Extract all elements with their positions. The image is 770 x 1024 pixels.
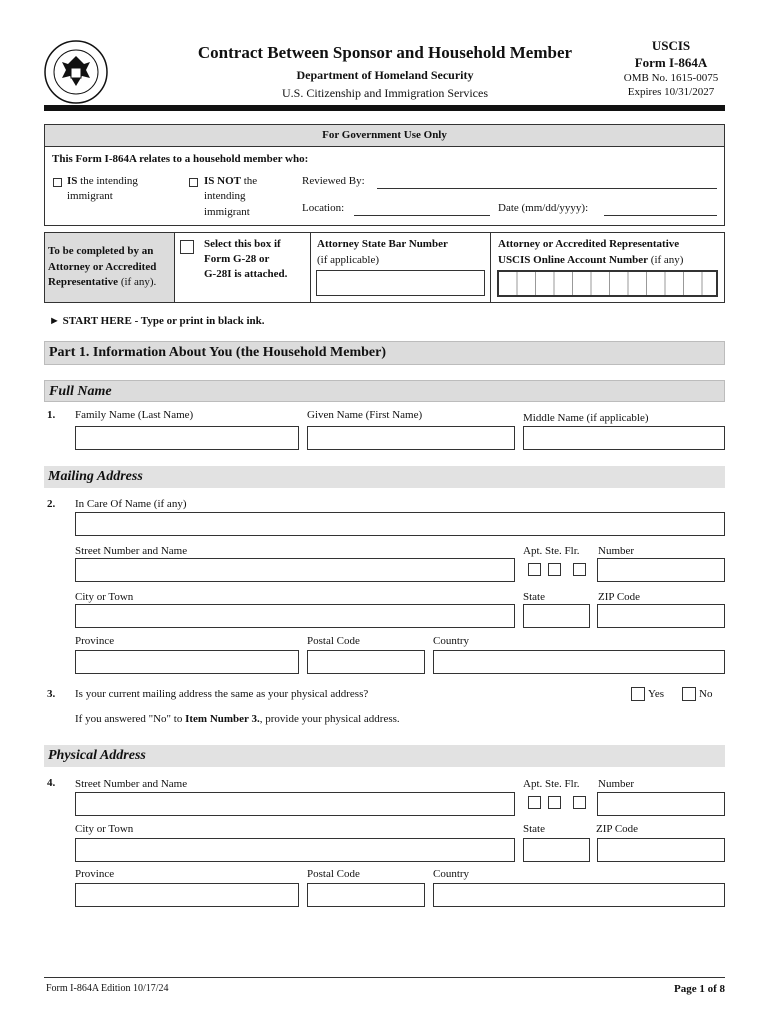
page-number: Page 1 of 8 <box>673 983 725 995</box>
rep-bold: Representative <box>48 276 119 288</box>
if-no-bold: Item Number 3. <box>185 713 260 725</box>
form-title: Contract Between Sponsor and Household Member <box>197 43 573 62</box>
given-name-label: Given Name (First Name) <box>307 409 423 421</box>
attorney-divider-1 <box>310 233 311 302</box>
online-account-input[interactable] <box>497 270 718 297</box>
phys-postal-label: Postal Code <box>307 868 360 880</box>
is-not-intending-label <box>204 175 257 187</box>
header-rule <box>44 105 725 111</box>
date-line[interactable] <box>604 215 717 216</box>
phys-country-input[interactable] <box>433 883 725 907</box>
online-bold: USCIS Online Account Number <box>498 254 649 266</box>
is-not-intending-label-2: intending <box>204 190 246 202</box>
phys-country-label: Country <box>433 868 470 880</box>
omb-number: OMB No. 1615-0075 <box>623 72 719 84</box>
phys-state-label: State <box>523 823 545 835</box>
is-intending-label <box>67 175 138 187</box>
same-address-no-checkbox[interactable] <box>682 687 696 701</box>
mail-apt-label: Apt. Ste. Flr. <box>523 545 580 557</box>
g28-checkbox[interactable] <box>180 240 194 254</box>
form-edition: Form I-864A Edition 10/17/24 <box>46 983 169 994</box>
mail-state-select[interactable] <box>523 604 590 628</box>
mail-street-input[interactable] <box>75 558 515 582</box>
phys-apt-label: Apt. Ste. Flr. <box>523 778 580 790</box>
physical-address-heading: Physical Address <box>44 745 725 767</box>
mail-province-input[interactable] <box>75 650 299 674</box>
phys-state-select[interactable] <box>523 838 590 862</box>
phys-ste-checkbox[interactable] <box>548 796 561 809</box>
mailing-address-heading: Mailing Address <box>44 466 725 488</box>
department-name: Department of Homeland Security <box>296 68 474 82</box>
g28-line3: G-28I is attached. <box>204 268 288 280</box>
g28-line1: Select this box if <box>204 238 281 250</box>
middle-name-input[interactable] <box>523 426 725 450</box>
phys-province-input[interactable] <box>75 883 299 907</box>
bar-number-input[interactable] <box>316 270 485 296</box>
phys-province-label: Province <box>75 868 115 880</box>
attorney-divider-2 <box>490 233 491 302</box>
in-care-of-input[interactable] <box>75 512 725 536</box>
expiration-date: Expires 10/31/2027 <box>627 86 715 98</box>
bar-number-sub: (if applicable) <box>317 254 379 266</box>
online-rest: (if any) <box>648 254 684 266</box>
family-name-input[interactable] <box>75 426 299 450</box>
seal-text <box>48 69 103 104</box>
is-not-intending-label-3: immigrant <box>204 206 250 218</box>
date-label: Date (mm/dd/yyyy): <box>498 202 589 214</box>
phys-city-input[interactable] <box>75 838 515 862</box>
mail-flr-checkbox[interactable] <box>573 563 586 576</box>
part1-heading: Part 1. Information About You (the Household Member) <box>44 341 725 365</box>
middle-name-label: Middle Name (if applicable) <box>523 412 649 424</box>
is-not-intending-checkbox[interactable] <box>189 178 198 187</box>
same-address-no-label: No <box>699 688 713 700</box>
attorney-left-line3 <box>48 276 156 288</box>
footer-rule <box>44 977 725 978</box>
location-label: Location: <box>302 202 345 214</box>
phys-apt-checkbox[interactable] <box>528 796 541 809</box>
rep-rest: (if any). <box>118 276 157 288</box>
same-address-yes-checkbox[interactable] <box>631 687 645 701</box>
mail-street-label: Street Number and Name <box>75 545 188 557</box>
mail-city-label: City or Town <box>75 591 134 603</box>
mail-country-label: Country <box>433 635 470 647</box>
item-2-number: 2. <box>47 498 56 510</box>
mail-apt-checkbox[interactable] <box>528 563 541 576</box>
full-name-heading: Full Name <box>44 380 725 402</box>
item-4-number: 4. <box>47 777 56 789</box>
gov-use-heading: For Government Use Only <box>45 125 724 147</box>
relates-text: This Form I-864A relates to a household member who: <box>52 153 309 165</box>
mail-postal-label: Postal Code <box>307 635 360 647</box>
form-id: Form I-864A <box>634 55 708 70</box>
dhs-seal-text <box>44 40 108 104</box>
mail-postal-input[interactable] <box>307 650 425 674</box>
same-address-question: Is your current mailing address the same as your physical address? <box>75 688 369 700</box>
mail-number-label: Number <box>598 545 635 557</box>
phys-city-label: City or Town <box>75 823 134 835</box>
in-care-of-label: In Care Of Name (if any) <box>75 498 187 510</box>
if-no-instruction <box>75 713 400 725</box>
mail-zip-label: ZIP Code <box>598 591 641 603</box>
mail-country-input[interactable] <box>433 650 725 674</box>
reviewed-by-line[interactable] <box>377 188 717 189</box>
is-bold: IS <box>67 175 78 187</box>
mail-state-label: State <box>523 591 545 603</box>
phys-street-label: Street Number and Name <box>75 778 188 790</box>
bar-number-label: Attorney State Bar Number <box>317 238 448 250</box>
if-no-post: , provide your physical address. <box>259 713 400 725</box>
agency-name: U.S. Citizenship and Immigration Services <box>282 86 488 100</box>
phys-zip-label: ZIP Code <box>596 823 639 835</box>
phys-zip-input[interactable] <box>597 838 725 862</box>
isnot-text: the <box>241 175 258 187</box>
uscis-label: USCIS <box>651 38 691 53</box>
phys-postal-input[interactable] <box>307 883 425 907</box>
mail-ste-checkbox[interactable] <box>548 563 561 576</box>
attorney-left-line2: Attorney or Accredited <box>48 261 157 273</box>
online-account-line2 <box>498 254 683 266</box>
is-text: the intending <box>77 175 138 187</box>
mail-zip-input[interactable] <box>597 604 725 628</box>
if-no-pre: If you answered "No" to <box>75 713 186 725</box>
item-1-number: 1. <box>47 409 56 421</box>
attorney-left-line1: To be completed by an <box>48 245 154 257</box>
mail-city-input[interactable] <box>75 604 515 628</box>
isnot-bold: IS NOT <box>204 175 241 187</box>
phys-number-label: Number <box>598 778 635 790</box>
mail-number-input[interactable] <box>597 558 725 582</box>
mail-province-label: Province <box>75 635 115 647</box>
phys-number-input[interactable] <box>597 792 725 816</box>
reviewed-by-label: Reviewed By: <box>302 175 365 187</box>
g28-line2: Form G-28 or <box>204 253 270 265</box>
family-name-label: Family Name (Last Name) <box>75 409 194 421</box>
online-account-line1: Attorney or Accredited Representative <box>498 238 680 250</box>
same-address-yes-label: Yes <box>648 688 665 700</box>
is-intending-label-2: immigrant <box>67 190 113 202</box>
phys-flr-checkbox[interactable] <box>573 796 586 809</box>
start-here: ► START HERE - Type or print in black ink. <box>49 315 265 327</box>
phys-street-input[interactable] <box>75 792 515 816</box>
is-intending-checkbox[interactable] <box>53 178 62 187</box>
item-3-number: 3. <box>47 688 56 700</box>
location-line[interactable] <box>354 215 490 216</box>
given-name-input[interactable] <box>307 426 515 450</box>
